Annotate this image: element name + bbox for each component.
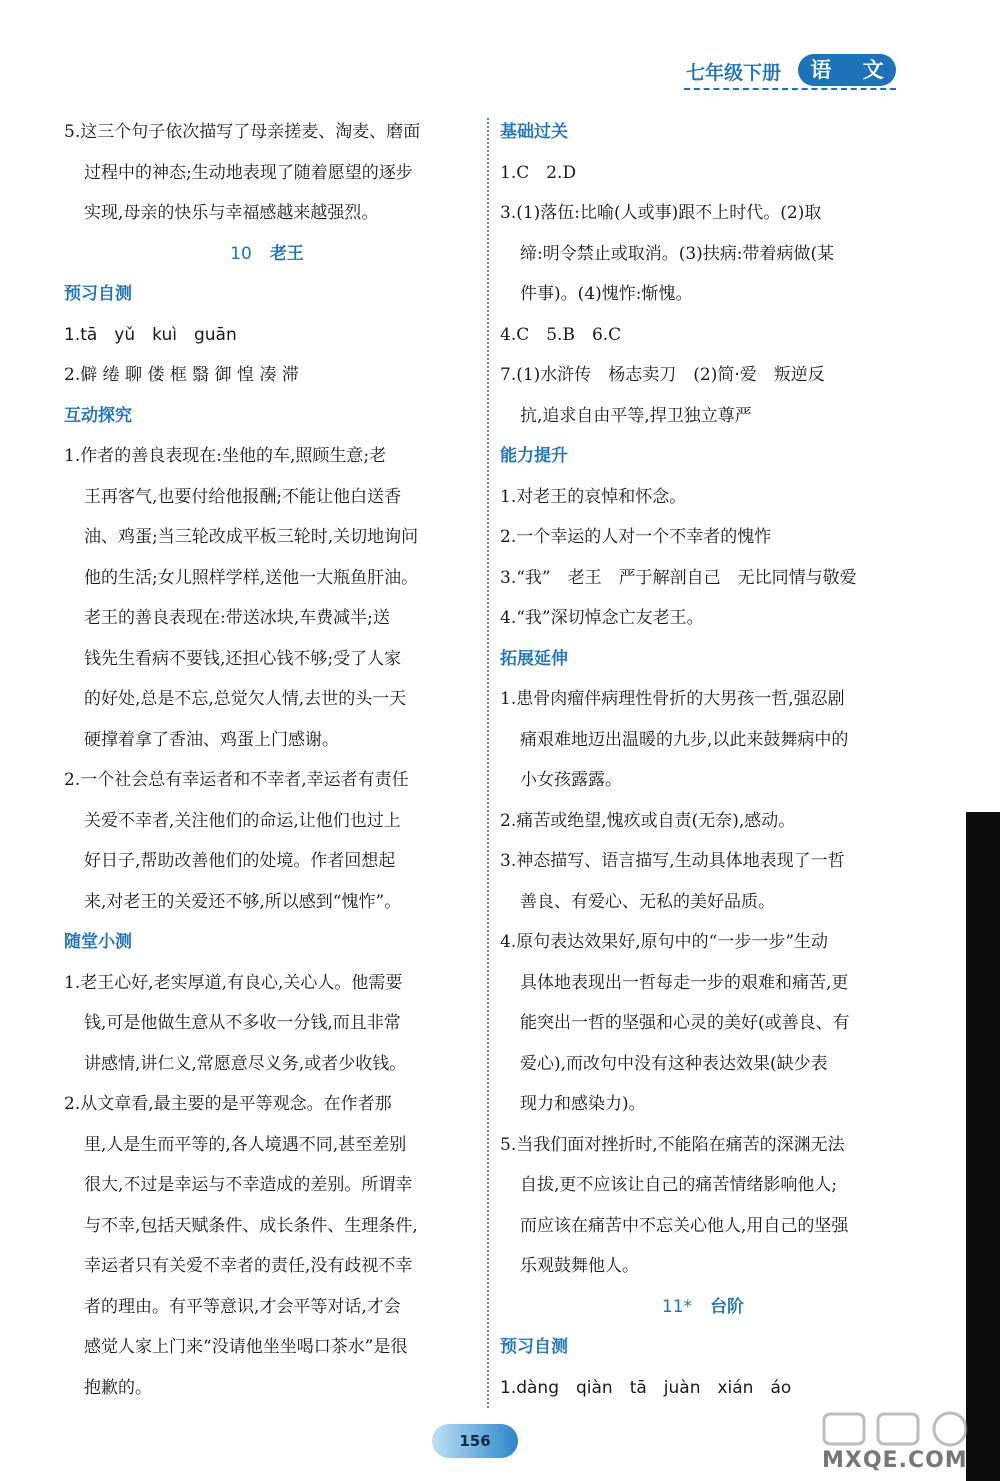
answer-line: 缔:明令禁止或取消。(3)扶病:带着病做(某 bbox=[520, 243, 835, 264]
lesson-number: 11* bbox=[661, 1296, 693, 1317]
answer-line: 4.“我”深切悼念亡友老王。 bbox=[500, 608, 704, 628]
answer-line: 4.C 5.B 6.C bbox=[500, 324, 622, 345]
answer-line: 1.作者的善良表现在:坐他的车,照顾生意;老 bbox=[64, 446, 387, 466]
section-heading: 能力提升 bbox=[500, 446, 568, 466]
answer-line: 2.一个社会总有幸运者和不幸者,幸运者有责任 bbox=[64, 770, 409, 790]
section-heading: 基础过关 bbox=[500, 122, 568, 142]
answer-line: 2.从文章看,最主要的是平等观念。在作者那 bbox=[64, 1094, 392, 1114]
section-heading: 互动探究 bbox=[64, 405, 132, 426]
answer-line: 王再客气,也要付给他报酬;不能让他白送香 bbox=[84, 486, 402, 507]
lesson-number: 10 bbox=[230, 243, 252, 264]
section-heading: 预习自测 bbox=[64, 284, 132, 304]
answer-line: 1.dàng qiàn tā juàn xián áo bbox=[500, 1377, 792, 1398]
answer-line: 他的生活;女儿照样学样,送他一大瓶鱼肝油。 bbox=[84, 567, 419, 588]
answer-line: 来,对老王的关爱还不够,所以感到“愧怍”。 bbox=[84, 891, 402, 912]
answer-line: 钱先生看病不要钱,还担心钱不够;受了人家 bbox=[84, 648, 402, 669]
answer-line: 具体地表现出一哲每走一步的艰难和痛苦,更 bbox=[520, 972, 849, 993]
answer-line: 件事)。(4)愧怍:惭愧。 bbox=[520, 284, 693, 304]
answer-line: 油、鸡蛋;当三轮改成平板三轮时,关切地询问 bbox=[84, 527, 419, 547]
section-heading: 随堂小测 bbox=[64, 932, 132, 952]
answer-line: 1.C 2.D bbox=[500, 162, 577, 183]
section-heading: 拓展延伸 bbox=[500, 648, 568, 669]
answer-line: 而应该在痛苦中不忘关心他人,用自己的坚强 bbox=[520, 1215, 849, 1236]
watermark-text: MXQE.COM bbox=[822, 1448, 968, 1473]
answer-line: 1.tā yǔ kuì guān bbox=[64, 324, 237, 345]
answer-line: 3.(1)落伍:比喻(人或事)跟不上时代。(2)取 bbox=[500, 203, 822, 223]
answer-line: 抱歉的。 bbox=[84, 1377, 152, 1398]
lesson-title: 老王 bbox=[269, 243, 304, 264]
answer-line: 好日子,帮助改善他们的处境。作者回想起 bbox=[84, 851, 396, 871]
answer-line: 感觉人家上门来“没请他坐坐喝口茶水”是很 bbox=[84, 1337, 408, 1357]
header-dashed-line bbox=[684, 88, 896, 90]
lesson-heading bbox=[500, 1287, 906, 1328]
lesson-title: 台阶 bbox=[710, 1296, 745, 1317]
right-column bbox=[500, 112, 906, 1408]
answer-line: 2.痛苦或绝望,愧疚或自责(无奈),感动。 bbox=[500, 810, 796, 831]
answer-line: 老王的善良表现在:带送冰块,车费减半;送 bbox=[84, 608, 390, 628]
section-heading: 预习自测 bbox=[500, 1337, 568, 1357]
column-divider bbox=[487, 118, 489, 1408]
answer-line: 乐观鼓舞他人。 bbox=[520, 1256, 639, 1276]
answer-line: 钱,可是他做生意从不多收一分钱,而且非常 bbox=[84, 1013, 401, 1033]
answer-line: 现力和感染力)。 bbox=[520, 1094, 646, 1114]
answer-line: 自拔,更不应该让自己的痛苦情绪影响他人; bbox=[520, 1175, 838, 1195]
answer-line: 里,人是生而平等的,各人境遇不同,甚至差别 bbox=[84, 1134, 407, 1155]
answer-line: 爱心),而改句中没有这种表达效果(缺少表 bbox=[520, 1053, 828, 1074]
page-number: 156 bbox=[432, 1424, 518, 1458]
answer-line: 善良、有爱心、无私的美好品质。 bbox=[520, 891, 775, 912]
answer-line: 实现,母亲的快乐与幸福感越来越强烈。 bbox=[84, 203, 379, 223]
answer-line: 3.“我” 老王 严于解剖自己 无比同情与敬爱 bbox=[500, 567, 857, 588]
answer-line: 者的理由。有平等意识,才会平等对话,才会 bbox=[84, 1296, 401, 1317]
answer-line: 2.僻 绻 聊 偻 框 翳 御 惶 凑 滞 bbox=[64, 365, 299, 385]
answer-line: 1.患骨肉瘤伴病理性骨折的大男孩一哲,强忍剧 bbox=[500, 689, 845, 709]
answer-line: 硬撑着拿了香油、鸡蛋上门感谢。 bbox=[84, 729, 339, 750]
answer-line: 1.对老王的哀悼和怀念。 bbox=[500, 486, 687, 507]
answer-line: 2.一个幸运的人对一个不幸者的愧怍 bbox=[500, 527, 772, 547]
answer-line: 过程中的神态;生动地表现了随着愿望的逐步 bbox=[84, 162, 413, 183]
answer-line: 讲感情,讲仁义,常愿意尽义务,或者少收钱。 bbox=[84, 1053, 407, 1074]
answer-line: 7.(1)水浒传 杨志卖刀 (2)简·爱 叛逆反 bbox=[500, 365, 825, 385]
answer-line: 与不幸,包括天赋条件、成长条件、生理条件, bbox=[84, 1215, 418, 1236]
lesson-heading bbox=[64, 234, 470, 275]
answer-line: 很大,不过是幸运与不幸造成的差别。所谓幸 bbox=[84, 1175, 413, 1195]
answer-line: 痛艰难地迈出温暖的九步,以此来鼓舞病中的 bbox=[520, 729, 849, 750]
answer-line: 3.神态描写、语言描写,生动具体地表现了一哲 bbox=[500, 851, 845, 871]
header-subject-badge: 语 文 bbox=[798, 54, 896, 86]
answer-line: 关爱不幸者,关注他们的命运,让他们也过上 bbox=[84, 810, 401, 831]
answer-line: 1.老王心好,老实厚道,有良心,关心人。他需要 bbox=[64, 972, 403, 993]
left-column bbox=[64, 112, 470, 1408]
header-grade: 七年级下册 bbox=[686, 62, 782, 84]
answer-line: 的好处,总是不忘,总觉欠人情,去世的头一天 bbox=[84, 689, 407, 709]
answer-line: 能突出一哲的坚强和心灵的美好(或善良、有 bbox=[520, 1013, 850, 1033]
answer-line: 5.这三个句子依次描写了母亲搓麦、淘麦、磨面 bbox=[64, 122, 421, 142]
answer-line: 小女孩露露。 bbox=[520, 770, 622, 790]
answer-line: 抗,追求自由平等,捍卫独立尊严 bbox=[520, 405, 752, 426]
answer-line: 4.原句表达效果好,原句中的“一步一步”生动 bbox=[500, 932, 829, 952]
scan-edge-shadow bbox=[966, 812, 1000, 1481]
answer-line: 5.当我们面对挫折时,不能陷在痛苦的深渊无法 bbox=[500, 1134, 845, 1155]
answer-line: 幸运者只有关爱不幸者的责任,没有歧视不幸 bbox=[84, 1256, 413, 1276]
